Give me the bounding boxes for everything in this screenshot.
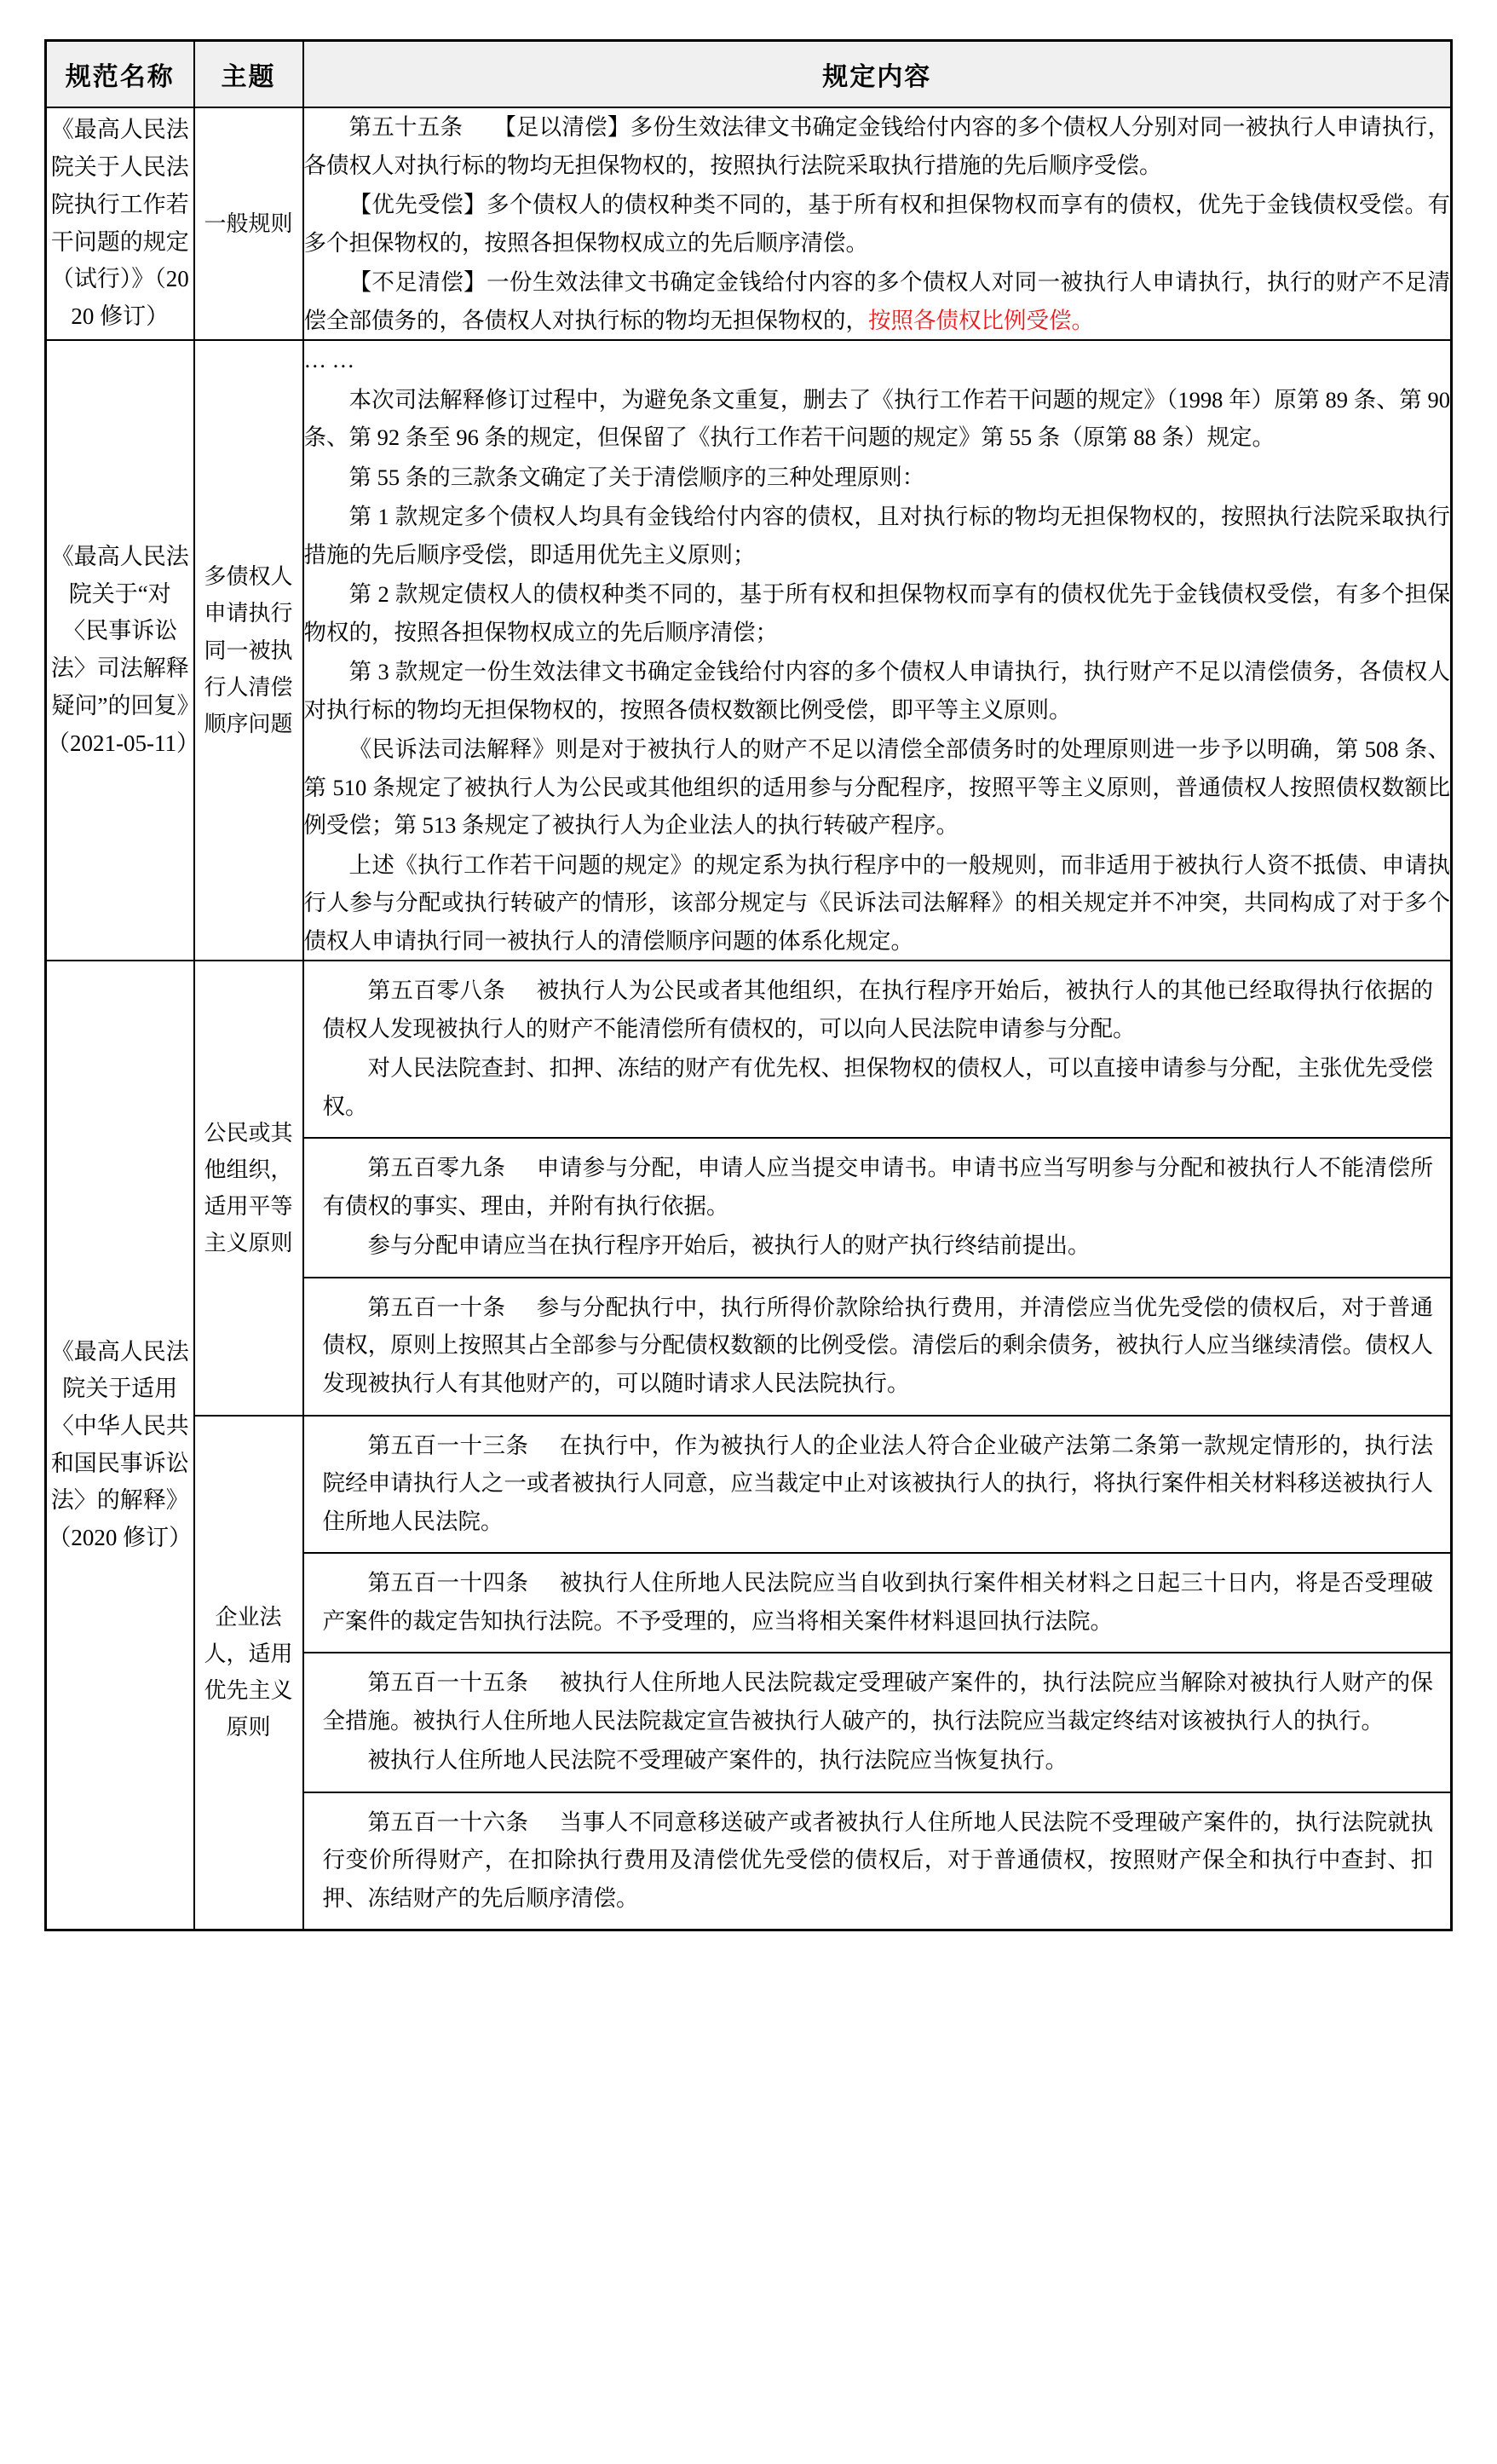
content-subcell xyxy=(304,1652,1451,1792)
content-text: 参与分配申请应当在执行程序开始后，被执行人的财产执行终结前提出。 xyxy=(367,1232,1091,1259)
regulation-name-cell: 《最高人民法院关于“对〈民事诉讼法〉司法解释疑问”的回复》（2021-05-11） xyxy=(46,340,194,961)
table-row xyxy=(46,107,1452,340)
content-text: 第五百零八条 xyxy=(367,978,506,1004)
content-text: 被执行人住所地人民法院不受理破产案件的，执行法院应当恢复执行。 xyxy=(367,1747,1068,1774)
content-text: … … xyxy=(303,347,355,373)
content-text: 【足以清偿】多份生效法律文书确定金钱给付内容的多个债权人分别对同一被执行人申请执行，各债权人对执行标的物均无担保物权的，按照执行法院采取执行措施的先后顺序受偿。 xyxy=(303,114,1451,178)
table-body xyxy=(46,107,1452,1930)
topic-cell: 公民或其他组织，适用平等主义原则 xyxy=(194,961,303,1415)
content-text: 第五百一十四条 xyxy=(367,1570,529,1596)
content-paragraph xyxy=(323,1226,1434,1265)
content-cell xyxy=(303,340,1452,961)
content-paragraph xyxy=(323,1149,1434,1225)
content-text: 参与分配执行中，执行所得价款除给执行费用，并清偿应当优先受偿的债权后，对于普通债权，原则上按照其占全部参与分配债权数额的比例受偿。清偿后的剩余债务，被执行人应当继续清偿。债权人发现被执行人有其他财产的，可以随时请求人民法院执行。 xyxy=(322,1294,1434,1396)
content-text: 第五百零九条 xyxy=(367,1155,506,1181)
content-text: 本次司法解释修订过程中，为避免条文重复，删去了《执行工作若干问题的规定》（1998 年）原第 89 条、第 90 条、第 92 条至 96 条的规定，但保留了《执行工作若干问题的规定》第 55 条（原第 88 条）规定。 xyxy=(303,386,1450,451)
content-text: 第 55 条的三款条文确定了关于清偿顺序的三种处理原则： xyxy=(348,464,925,490)
table-row xyxy=(46,340,1452,961)
content-text: 第 2 款规定债权人的债权种类不同的，基于所有权和担保物权而享有的债权优先于金钱债权受偿，有多个担保物权的，按照各担保物权成立的先后顺序清偿； xyxy=(303,581,1450,645)
content-text: 【不足清偿】一份生效法律文书确定金钱给付内容的多个债权人对同一被执行人申请执行，执行的财产不足清偿全部债务的，各债权人对执行标的物均无担保物权的， xyxy=(303,269,1450,333)
content-paragraph xyxy=(323,1803,1434,1918)
content-paragraph xyxy=(304,730,1451,845)
content-paragraph xyxy=(304,381,1451,457)
content-paragraph xyxy=(323,1564,1434,1640)
content-subcell xyxy=(304,961,1451,1137)
content-paragraph xyxy=(323,972,1434,1047)
highlighted-text: 按照各债权比例受偿。 xyxy=(868,307,1094,333)
content-paragraph xyxy=(323,1049,1434,1125)
content-text: 对人民法院查封、扣押、冻结的财产有优先权、担保物权的债权人，可以直接申请参与分配，主张优先受偿权。 xyxy=(322,1055,1433,1119)
content-subcell xyxy=(304,1792,1451,1930)
content-cell xyxy=(303,107,1452,340)
content-text: 被执行人住所地人民法院应当自收到执行案件相关材料之日起三十日内，将是否受理破产案件的裁定告知执行法院。不予受理的，应当将相关案件材料退回执行法院。 xyxy=(322,1570,1434,1634)
regulation-name-cell: 《最高人民法院关于适用〈中华人民共和国民事诉讼法〉的解释》（2020 修订） xyxy=(46,961,194,1930)
content-paragraph xyxy=(323,1289,1434,1403)
table-row xyxy=(46,1416,1452,1930)
content-text: 被执行人住所地人民法院裁定受理破产案件的，执行法院应当解除对被执行人财产的保全措施。被执行人住所地人民法院裁定宣告被执行人破产的，执行法院应当裁定终结对该被执行人的执行。 xyxy=(322,1670,1434,1734)
content-paragraph xyxy=(304,498,1451,574)
content-text: 第五百一十六条 xyxy=(367,1809,529,1835)
content-text: 在执行中，作为被执行人的企业法人符合企业破产法第二条第一款规定情形的，执行法院经申请执行人之一或者被执行人同意，应当裁定中止对该被执行人的执行，将执行案件相关材料移送被执行人住所地人民法院。 xyxy=(322,1432,1434,1534)
topic-cell: 一般规则 xyxy=(194,107,303,340)
content-paragraph xyxy=(323,1664,1434,1740)
regulations-table xyxy=(44,39,1453,1931)
content-paragraph xyxy=(304,108,1451,184)
content-text: 《民诉法司法解释》则是对于被执行人的财产不足以清偿全部债务时的处理原则进一步予以明确，第 508 条、第 510 条规定了被执行人为公民或其他组织的适用参与分配程序，按照平等主义原则，普通债权人按照债权数额比例受偿；第 513 条规定了被执行人为企业法人的执行转破产程序。 xyxy=(303,736,1450,839)
header-cell-topic: 主题 xyxy=(194,41,303,108)
content-subcell xyxy=(304,1137,1451,1277)
table-row xyxy=(46,961,1452,1415)
content-paragraph xyxy=(323,1427,1434,1541)
content-subcell xyxy=(304,1277,1451,1415)
content-text: 第 1 款规定多个债权人均具有金钱给付内容的债权，且对执行标的物均无担保物权的，按照执行法院采取执行措施的先后顺序受偿，即适用优先主义原则； xyxy=(303,504,1450,568)
header-cell-content: 规定内容 xyxy=(303,41,1452,108)
content-paragraph xyxy=(304,459,1451,497)
content-paragraph xyxy=(304,263,1451,339)
content-text: 【优先受偿】多个债权人的债权种类不同的，基于所有权和担保物权而享有的债权，优先于金钱债权受偿。有多个担保物权的，按照各担保物权成立的先后顺序清偿。 xyxy=(303,192,1450,256)
content-paragraph xyxy=(323,1741,1434,1780)
content-paragraph xyxy=(304,653,1451,729)
topic-cell: 多债权人申请执行同一被执行人清偿顺序问题 xyxy=(194,340,303,961)
content-subcell xyxy=(304,1552,1451,1652)
content-paragraph xyxy=(304,575,1451,651)
table-header xyxy=(46,41,1452,108)
content-paragraph xyxy=(304,186,1451,262)
content-text: 上述《执行工作若干问题的规定》的规定系为执行程序中的一般规则，而非适用于被执行人资不抵债、申请执行人参与分配或执行转破产的情形，该部分规定与《民诉法司法解释》的相关规定并不冲突，共同构成了对于多个债权人申请执行同一被执行人的清偿顺序问题的体系化规定。 xyxy=(303,851,1450,954)
content-text: 当事人不同意移送破产或者被执行人住所地人民法院不受理破产案件的，执行法院就执行变价所得财产，在扣除执行费用及清偿优先受偿的债权后，对于普通债权，按照财产保全和执行中查封、扣押、冻结财产的先后顺序清偿。 xyxy=(322,1809,1434,1911)
content-cell xyxy=(303,1416,1452,1930)
content-text: 申请参与分配，申请人应当提交申请书。申请书应当写明参与分配和被执行人不能清偿所有债权的事实、理由，并附有执行依据。 xyxy=(322,1155,1434,1219)
content-text: 第五百一十三条 xyxy=(367,1432,529,1458)
content-text: 第五百一十条 xyxy=(367,1294,506,1320)
header-row xyxy=(46,41,1452,108)
topic-cell: 企业法人，适用优先主义原则 xyxy=(194,1416,303,1930)
regulation-name-cell: 《最高人民法院关于人民法院执行工作若干问题的规定（试行）》（2020 修订） xyxy=(46,107,194,340)
content-text: 第五百一十五条 xyxy=(367,1670,529,1696)
content-paragraph xyxy=(304,341,1451,379)
content-text: 第五十五条 xyxy=(348,114,463,140)
content-subcell xyxy=(304,1417,1451,1553)
content-text: 被执行人为公民或者其他组织，在执行程序开始后，被执行人的其他已经取得执行依据的债权人发现被执行人的财产不能清偿所有债权的，可以向人民法院申请参与分配。 xyxy=(322,978,1434,1042)
content-cell xyxy=(303,961,1452,1415)
header-cell-name: 规范名称 xyxy=(46,41,194,108)
content-paragraph xyxy=(304,846,1451,961)
content-text: 第 3 款规定一份生效法律文书确定金钱给付内容的多个债权人申请执行，执行财产不足以清偿债务，各债权人对执行标的物均无担保物权的，按照各债权数额比例受偿，即平等主义原则。 xyxy=(303,659,1450,723)
